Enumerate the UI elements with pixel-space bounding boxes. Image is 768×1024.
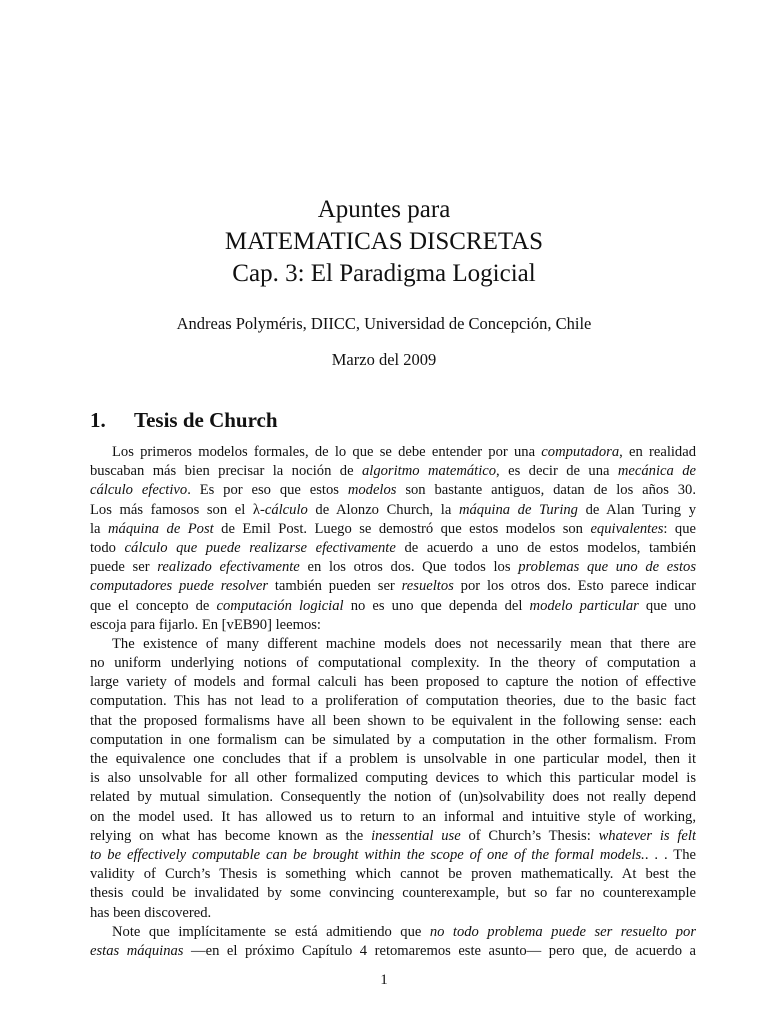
- page-number: 1: [380, 972, 388, 988]
- text-run: computation. This has not lead to a proliferation of computation theories, due to the basic fact: [90, 693, 696, 710]
- text-run: . . . The: [644, 846, 696, 863]
- text-run: de Alonzo Church, la: [307, 501, 459, 518]
- text-line: [90, 808, 696, 827]
- text-run: The existence of many different machine models does not necessarily mean that there are: [112, 635, 696, 652]
- text-line: [90, 769, 696, 788]
- document-title: [0, 194, 768, 290]
- text-run: no es uno que dependa del: [343, 597, 530, 614]
- title-line-1: Apuntes para: [317, 196, 451, 223]
- text-run: that the proposed formalisms have all been shown to be equivalent in the following sense: each: [90, 712, 696, 729]
- text-line: [90, 884, 696, 903]
- text-run: de Emil Post. Luego se demostró que estos modelos son: [213, 520, 591, 537]
- emphasis-text: cálculo: [264, 501, 308, 518]
- emphasis-text: estas máquinas: [90, 942, 184, 959]
- emphasis-text: no todo problema puede ser resuelto por: [429, 923, 696, 940]
- text-line: [90, 520, 696, 539]
- text-run: de acuerdo a uno de estos modelos, también: [395, 539, 696, 556]
- text-run: la: [90, 520, 108, 537]
- text-run: de Alan Turing y: [577, 501, 696, 518]
- text-line: [90, 635, 696, 654]
- text-run: buscaban más bien precisar la noción de: [90, 463, 362, 480]
- text-line: [90, 481, 696, 500]
- emphasis-text: problemas que uno de estos: [518, 559, 696, 576]
- emphasis-text: cálculo efectivo: [90, 482, 188, 499]
- text-line: [90, 654, 696, 673]
- emphasis-text: inessential use: [371, 827, 461, 844]
- text-run: the equivalence one concludes that if a problem is unsolvable in one particular model, then it: [90, 751, 696, 767]
- emphasis-text: computadores puede resolver: [90, 578, 269, 595]
- emphasis-text: computadora: [541, 444, 620, 460]
- text-line: [90, 731, 696, 750]
- text-line: [90, 616, 696, 635]
- title-line-3: Cap. 3: El Paradigma Logicial: [232, 260, 536, 287]
- text-line: [90, 462, 696, 481]
- text-run: Los más famosos son el λ-: [90, 501, 265, 518]
- emphasis-text: computación logicial: [216, 597, 344, 614]
- text-line: [90, 692, 696, 711]
- text-line: [90, 750, 696, 769]
- text-run: , es decir de una: [496, 463, 618, 480]
- emphasis-text: realizado efectivamente: [157, 559, 300, 576]
- title-line-2: MATEMATICAS DISCRETAS: [224, 228, 544, 255]
- text-line: [90, 558, 696, 577]
- text-run: . Es por eso que estos: [187, 482, 348, 499]
- text-run: relying on what has become known as the: [90, 827, 372, 844]
- date-line: Marzo del 2009: [331, 350, 437, 369]
- emphasis-text: resueltos: [401, 578, 454, 595]
- text-run: validity of Curch’s Thesis is something which cannot be proven mathematically. At best the: [90, 866, 696, 883]
- section-body: [90, 443, 696, 961]
- emphasis-text: mecánica de: [617, 463, 696, 480]
- text-line: [90, 904, 696, 923]
- section-heading: [90, 405, 278, 435]
- text-line: [90, 712, 696, 731]
- text-run: thesis could be invalidated by some convincing counterexample, but so far no counterexample: [90, 885, 696, 902]
- section-number: 1.: [90, 408, 106, 432]
- text-run: related by mutual simulation. Consequently the notion of (un)solvability does not really depend: [90, 789, 696, 806]
- text-line: [90, 865, 696, 884]
- text-line: [90, 501, 696, 520]
- text-line: [90, 673, 696, 692]
- text-line: [90, 788, 696, 807]
- text-run: large variety of models and formal calculi has been proposed to capture the notion of effective: [90, 674, 696, 691]
- emphasis-text: algoritmo matemático: [361, 463, 497, 480]
- text-run: todo: [90, 539, 125, 556]
- text-line: [90, 846, 696, 865]
- text-line: [90, 597, 696, 616]
- text-run: , en realidad: [619, 444, 696, 460]
- text-line: [90, 577, 696, 596]
- text-run: que el concepto de: [90, 597, 217, 614]
- emphasis-text: cálculo que puede realizarse efectivamente: [124, 539, 396, 556]
- text-run: que uno: [638, 597, 696, 614]
- author-line: Andreas Polyméris, DIICC, Universidad de Concepción, Chile: [176, 314, 592, 333]
- emphasis-text: equivalentes: [590, 520, 664, 537]
- emphasis-text: máquina de Post: [108, 520, 214, 537]
- emphasis-text: máquina de Turing: [458, 501, 578, 518]
- section-title: Tesis de Church: [134, 408, 278, 432]
- text-line: [90, 443, 696, 462]
- text-line: [90, 539, 696, 558]
- text-run: Los primeros modelos formales, de lo que se debe entender por una: [112, 444, 542, 460]
- text-run: también pueden ser: [268, 578, 402, 595]
- text-line: [90, 942, 696, 961]
- text-line: [90, 827, 696, 846]
- text-run: on the model used. It has allowed us to return to an informal and intuitive style of working,: [90, 808, 696, 825]
- text-run: en los otros dos. Que todos los: [299, 559, 519, 576]
- text-run: : que: [663, 520, 696, 537]
- emphasis-text: modelos: [347, 482, 397, 499]
- text-run: no uniform underlying notions of computational complexity. In the theory of computation a: [90, 655, 696, 672]
- emphasis-text: whatever is felt: [598, 827, 696, 844]
- text-run: computation in one formalism can be simulated by a computation in the other formalism. From: [90, 731, 696, 748]
- text-line: [90, 923, 696, 942]
- text-run: escoja para fijarlo. En [vEB90] leemos:: [90, 616, 321, 633]
- text-run: por los otros dos. Esto parece indicar: [453, 578, 696, 595]
- text-run: Note que implícitamente se está admitiendo que: [112, 923, 430, 940]
- emphasis-text: to be effectively computable can be brought within the scope of one of the formal models.: [90, 846, 645, 863]
- emphasis-text: modelo particular: [529, 597, 639, 614]
- text-run: son bastante antiguos, datan de los años 30.: [396, 482, 696, 499]
- text-run: has been discovered.: [90, 904, 212, 921]
- text-run: of Church’s Thesis:: [460, 827, 599, 844]
- text-run: puede ser: [90, 559, 158, 576]
- text-run: —en el próximo Capítulo 4 retomaremos este asunto— pero que, de acuerdo a: [183, 942, 696, 959]
- text-run: is also unsolvable for all other formalized computing devices to which this particular model is: [90, 770, 696, 787]
